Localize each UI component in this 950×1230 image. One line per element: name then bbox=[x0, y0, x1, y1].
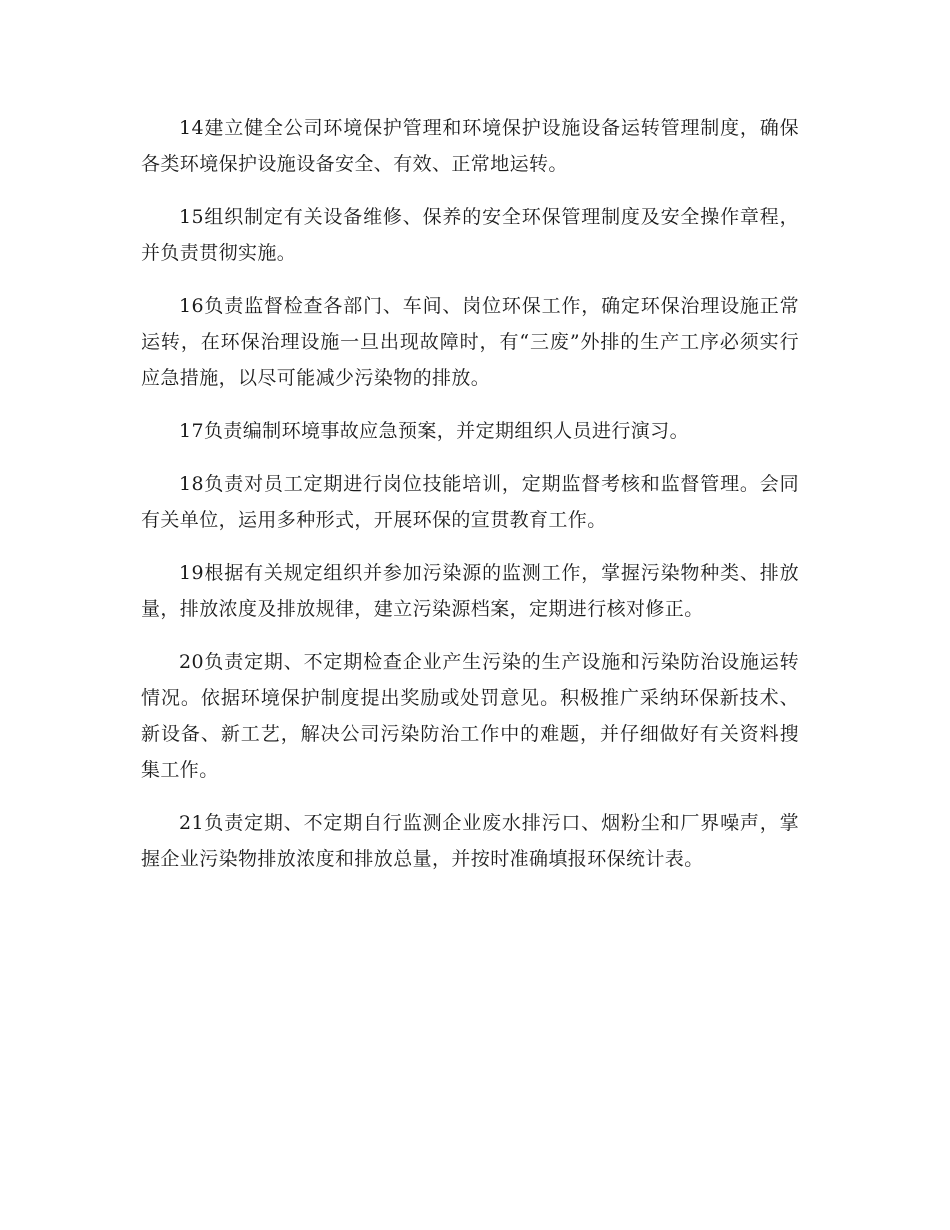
document-body bbox=[141, 110, 799, 894]
paragraph-14: 14建立健全公司环境保护管理和环境保护设施设备运转管理制度，确保各类环境保护设施设备安全、有效、正常地运转。 bbox=[141, 117, 799, 175]
paragraph-16: 16负责监督检查各部门、车间、岗位环保工作，确定环保治理设施正常运转，在环保治理设施一旦出现故障时，有“三废”外排的生产工序必须实行应急措施，以尽可能减少污染物的排放。 bbox=[141, 295, 799, 389]
paragraph-15: 15组织制定有关设备维修、保养的安全环保管理制度及安全操作章程，并负责贯彻实施。 bbox=[141, 206, 799, 264]
paragraph-17: 17负责编制环境事故应急预案，并定期组织人员进行演习。 bbox=[179, 420, 689, 442]
paragraph-21: 21负责定期、不定期自行监测企业废水排污口、烟粉尘和厂界噪声，掌握企业污染物排放浓度和排放总量，并按时准确填报环保统计表。 bbox=[141, 812, 799, 870]
paragraph-18: 18负责对员工定期进行岗位技能培训，定期监督考核和监督管理。会同有关单位，运用多种形式，开展环保的宣贯教育工作。 bbox=[141, 473, 799, 531]
paragraph-20: 20负责定期、不定期检查企业产生污染的生产设施和污染防治设施运转情况。依据环境保护制度提出奖励或处罚意见。积极推广采纳环保新技术、新设备、新工艺，解决公司污染防治工作中的难题，并仔细做好有关资料搜集工作。 bbox=[141, 651, 799, 781]
paragraph-19: 19根据有关规定组织并参加污染源的监测工作，掌握污染物种类、排放量，排放浓度及排放规律，建立污染源档案，定期进行核对修正。 bbox=[141, 562, 799, 620]
